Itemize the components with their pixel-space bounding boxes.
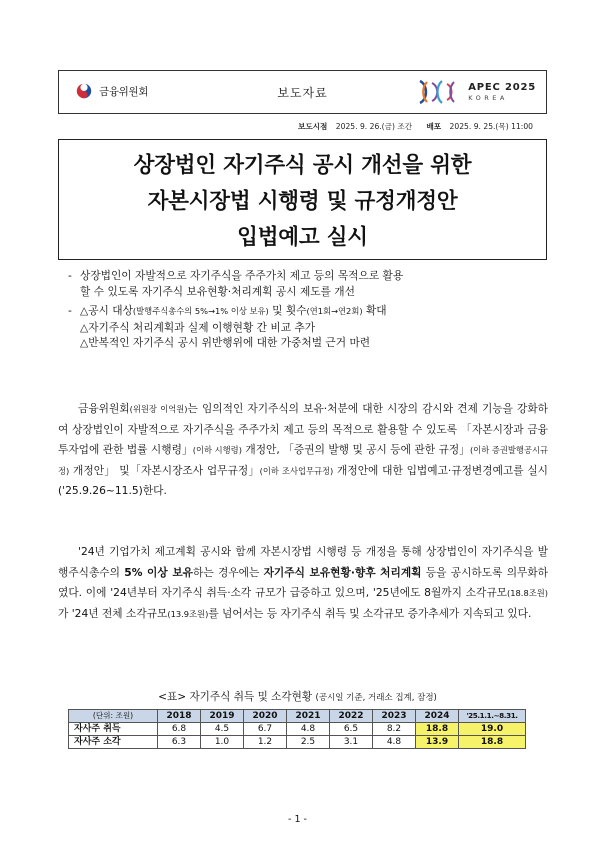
col-header: 2024	[416, 710, 459, 723]
text-run: 개정안」 및「자본시장조사 업무규정」	[69, 463, 260, 477]
text-run: △공시 대상	[80, 304, 133, 317]
text-run-small: (13.9조원)	[167, 608, 209, 619]
row-label: 자사주 취득	[69, 723, 158, 736]
text-run-small: (위원장 이억원)	[129, 404, 188, 414]
table-cell: 3.1	[330, 736, 373, 749]
text-run: 가 '24년 전체 소각규모	[58, 606, 168, 620]
doc-type: 보도자료	[277, 86, 328, 100]
col-header: 2020	[244, 710, 287, 723]
text-run: 하는 경우에는	[193, 565, 264, 579]
text-run-small: (이하 증권발행공시규정)	[58, 445, 548, 476]
table-cell: 1.0	[201, 736, 244, 749]
summary-item-2-line-1	[80, 303, 544, 320]
col-header: 2018	[158, 710, 201, 723]
table-cell: 6.8	[158, 723, 201, 736]
table-caption	[0, 689, 595, 704]
table-row	[69, 723, 526, 736]
headline-line-3: 입법예고 실시	[237, 225, 368, 250]
text-run: 를 넘어서는 등 자기주식 취득 및 소각규모 증가추세가 지속되고 있다.	[208, 606, 532, 620]
table-cell: 6.3	[158, 736, 201, 749]
col-header: '25.1.1.~8.31.	[459, 710, 526, 723]
apec-country: KOREA	[468, 93, 508, 102]
apec-logo	[414, 77, 536, 107]
summary-item-2	[64, 303, 544, 351]
text-run-small: (연1회→연2회)	[306, 306, 363, 316]
text-run: 개정안, 「증권의 발행 및 공시 등에 관한 규정」	[241, 443, 470, 456]
table-caption-text: <표> 자기주식 취득 및 소각현황	[158, 691, 313, 703]
table-cell: 4.5	[201, 723, 244, 736]
text-run: 확대	[362, 304, 387, 317]
text-run-bold: 자기주식 보유현황·향후 처리계획	[263, 565, 422, 579]
distribution-label: 배포	[426, 122, 442, 131]
text-run: 는 임의적인 자기주식의 보유·처분에 대한 시장의 감시와 견제 기능을 강화하여 상장법인이 자발적으로 자기주식을 주주가치 제고 등의 목적으로 활용할 수 있도록 「자본시장과 금융투자업에 관한 법률 시행령」	[58, 402, 548, 456]
table-cell: 6.7	[244, 723, 287, 736]
embargo-value: 2025. 9. 26.(금) 조간	[335, 122, 413, 131]
text-run: '24년 기업가치 제고계획 공시와 함께 자본시장법 시행령 등 개정을 통해 상장법인이 자기주식을 발행주식총수의	[58, 545, 548, 579]
text-run-small: (발행주식총수의 5%→1% 이상 보유)	[132, 306, 269, 316]
headline-line-2: 자본시장법 시행령 및 규정개정안	[147, 189, 458, 214]
bullet-dash: -	[68, 269, 72, 282]
buyback-table	[68, 709, 526, 749]
text-run-small: (이하 시행령)	[192, 445, 242, 455]
table-cell: 6.5	[330, 723, 373, 736]
text-run-small: (18.8조원)	[507, 588, 548, 598]
summary-item-1-line-1: 상장법인이 자발적으로 자기주식을 주주가치 제고 등의 목적으로 활용	[80, 269, 404, 282]
text-run: 개정안에 대한 입법예고·규정변경예고를 실시('25.9.26~11.5)한다.	[58, 463, 548, 497]
col-header: 2019	[201, 710, 244, 723]
summary-item-2-line-3: △반복적인 자기주식 공시 위반행위에 대한 가중처벌 근거 마련	[80, 336, 371, 349]
press-release-header	[58, 70, 547, 114]
table-cell: 4.8	[373, 736, 416, 749]
org-name: 금융위원회	[99, 85, 149, 98]
headline-box	[58, 139, 547, 260]
summary-item-2-line-2: △자기주식 처리계획과 실제 이행현황 간 비교 추가	[80, 320, 316, 334]
headline-line-1: 상장법인 자기주식 공시 개선을 위한	[133, 153, 472, 178]
table-cell-highlight: 19.0	[459, 723, 526, 736]
text-run: 금융위원회	[78, 402, 130, 415]
paragraph-1	[58, 399, 548, 502]
summary-item-1-line-2: 할 수 있도록 자기주식 보유현황·처리계획 공시 제도를 개선	[80, 284, 355, 298]
apec-emblem-icon	[414, 77, 462, 107]
row-label: 자사주 소각	[69, 736, 158, 749]
apec-title: APEC 2025	[468, 81, 536, 93]
col-header: 2021	[287, 710, 330, 723]
page-number: - 1 -	[288, 814, 307, 825]
table-row	[69, 736, 526, 749]
release-info	[0, 121, 533, 132]
text-run-bold: 5% 이상 보유	[124, 565, 193, 579]
table-cell-highlight: 13.9	[416, 736, 459, 749]
table-cell: 8.2	[373, 723, 416, 736]
bullet-dash: -	[68, 304, 72, 317]
summary-list	[64, 268, 544, 355]
summary-item-1	[64, 268, 544, 299]
col-header: 2022	[330, 710, 373, 723]
text-run: 등을 공시하도록 의무화하였다. 이에 '24년부터 자기주식 취득·소각 규모가 급증하고 있으며, '25년에도 8월까지 소각규모	[58, 565, 549, 599]
table-caption-note: (공시일 기준, 거래소 집계, 잠정)	[315, 693, 437, 703]
paragraph-2	[58, 542, 548, 624]
table-cell: 4.8	[287, 723, 330, 736]
text-run: 및 횟수	[268, 304, 307, 317]
table-cell: 1.2	[244, 736, 287, 749]
text-run-small: (이하 조사업무규정)	[259, 465, 334, 476]
table-cell-highlight: 18.8	[459, 736, 526, 749]
unit-cell: (단위: 조원)	[69, 710, 158, 723]
embargo-label: 보도시점	[298, 122, 328, 131]
table-cell-highlight: 18.8	[416, 723, 459, 736]
table-cell: 2.5	[287, 736, 330, 749]
distribution-value: 2025. 9. 25.(목) 11:00	[449, 122, 533, 131]
table-header-row	[69, 710, 526, 723]
col-header: 2023	[373, 710, 416, 723]
